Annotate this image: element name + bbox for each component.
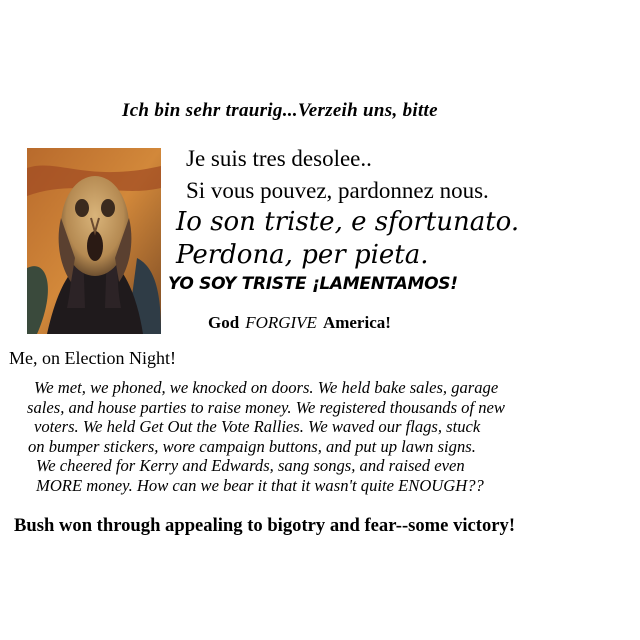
spanish-line: YO SOY TRISTE ¡LAMENTAMOS!: [168, 274, 458, 294]
story-line: MORE money. How can we bear it that it wasn't quite ENOUGH??: [36, 475, 484, 495]
forgive-end: America!: [322, 313, 391, 332]
story-paragraph: [12, 378, 637, 495]
french-line-1: Je suis tres desolee..: [186, 146, 372, 171]
italian-line-2: Perdona, per pieta.: [176, 240, 429, 270]
italian-line-1: Io son triste, e sfortunato.: [176, 207, 520, 237]
story-line: We cheered for Kerry and Edwards, sang songs, and raised even: [36, 456, 465, 475]
story-line: sales, and house parties to raise money. We registered thousands of new: [27, 397, 505, 417]
scream-painting-image: [27, 148, 161, 334]
forgive-middle: FORGIVE: [245, 313, 317, 332]
closing-statement: Bush won through appealing to bigotry and fear--some victory!: [14, 515, 516, 536]
story-line: on bumper stickers, wore campaign buttons, and put up lawn signs.: [28, 436, 476, 456]
french-line-2: Si vous pouvez, pardonnez nous.: [186, 178, 489, 203]
scream-painting-graphic: [27, 148, 161, 334]
german-line: Ich bin sehr traurig...Verzeih uns, bitte: [122, 100, 438, 121]
image-caption: Me, on Election Night!: [9, 348, 176, 368]
story-line: We met, we phoned, we knocked on doors. We held bake sales, garage: [34, 378, 499, 397]
forgive-start: God: [208, 313, 240, 332]
forgive-line: [208, 313, 391, 333]
story-line: voters. We held Get Out the Vote Rallies. We waved our flags, stuck: [34, 417, 481, 436]
